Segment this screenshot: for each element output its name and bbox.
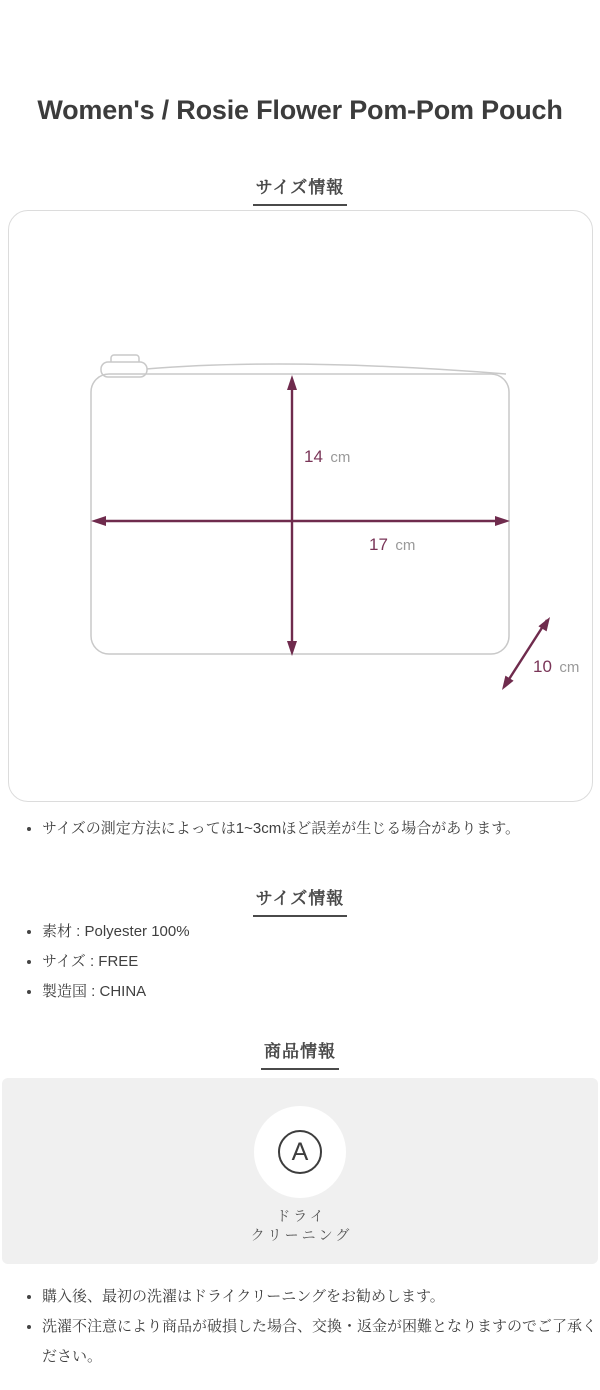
spec-list: [4, 917, 600, 1007]
depth-value: 10: [533, 657, 552, 676]
product-section-heading-text: 商品情報: [261, 1037, 339, 1070]
care-note-1: • 購入後、最初の洗濯はドライクリーニングをお勧めします。: [42, 1282, 600, 1312]
width-arrow-right: [495, 516, 510, 526]
pouch-zipper-seam: [146, 364, 506, 374]
spec-section-heading-text: サイズ情報: [253, 884, 348, 917]
care-info-panel: [2, 1078, 598, 1264]
width-unit: cm: [395, 537, 416, 554]
width-arrow-left: [91, 516, 106, 526]
depth-arrow-bottom: [502, 676, 514, 690]
size-section-heading-text: サイズ情報: [253, 173, 348, 206]
page-title: Women's / Rosie Flower Pom-Pom Pouch: [37, 95, 563, 125]
care-symbol-label: [2, 1207, 598, 1245]
spec-item-size: • サイズ : FREE: [42, 947, 600, 977]
spec-item-country: • 製造国 : CHINA: [42, 977, 600, 1007]
product-section-heading: [0, 1037, 600, 1070]
size-diagram-panel: [8, 210, 593, 802]
height-unit: cm: [330, 449, 351, 466]
width-measure-label: [369, 535, 415, 554]
care-symbol-letter: A: [291, 1137, 309, 1166]
care-symbol-badge: [254, 1106, 346, 1198]
size-section-heading: [0, 173, 600, 206]
size-note-list: [4, 814, 600, 844]
size-measure-note: • サイズの測定方法によっては1~3cmほど誤差が生じる場合があります。: [42, 814, 600, 844]
spec-item-material: • 素材 : Polyester 100%: [42, 917, 600, 947]
height-arrow-top: [287, 375, 297, 390]
pouch-outline: [91, 355, 509, 654]
height-measure-label: [304, 447, 350, 466]
depth-unit: cm: [559, 659, 580, 676]
measurement-lines: [91, 375, 550, 690]
depth-measure-line: [504, 620, 547, 687]
pouch-size-diagram-image: [9, 211, 592, 801]
pouch-body: [91, 374, 509, 654]
dry-cleaning-icon: [278, 1130, 322, 1174]
care-note-2: • 洗濯不注意により商品が破損した場合、交換・返金が困難となりますのでご了承ください。: [42, 1312, 600, 1372]
care-label-line1: ドライ: [276, 1208, 327, 1224]
height-value: 14: [304, 447, 323, 466]
width-value: 17: [369, 535, 388, 554]
depth-measure-label: [533, 657, 579, 676]
care-label-line2: クリーニング: [250, 1227, 353, 1243]
care-note-list: [4, 1282, 600, 1372]
spec-section-heading: [0, 884, 600, 917]
